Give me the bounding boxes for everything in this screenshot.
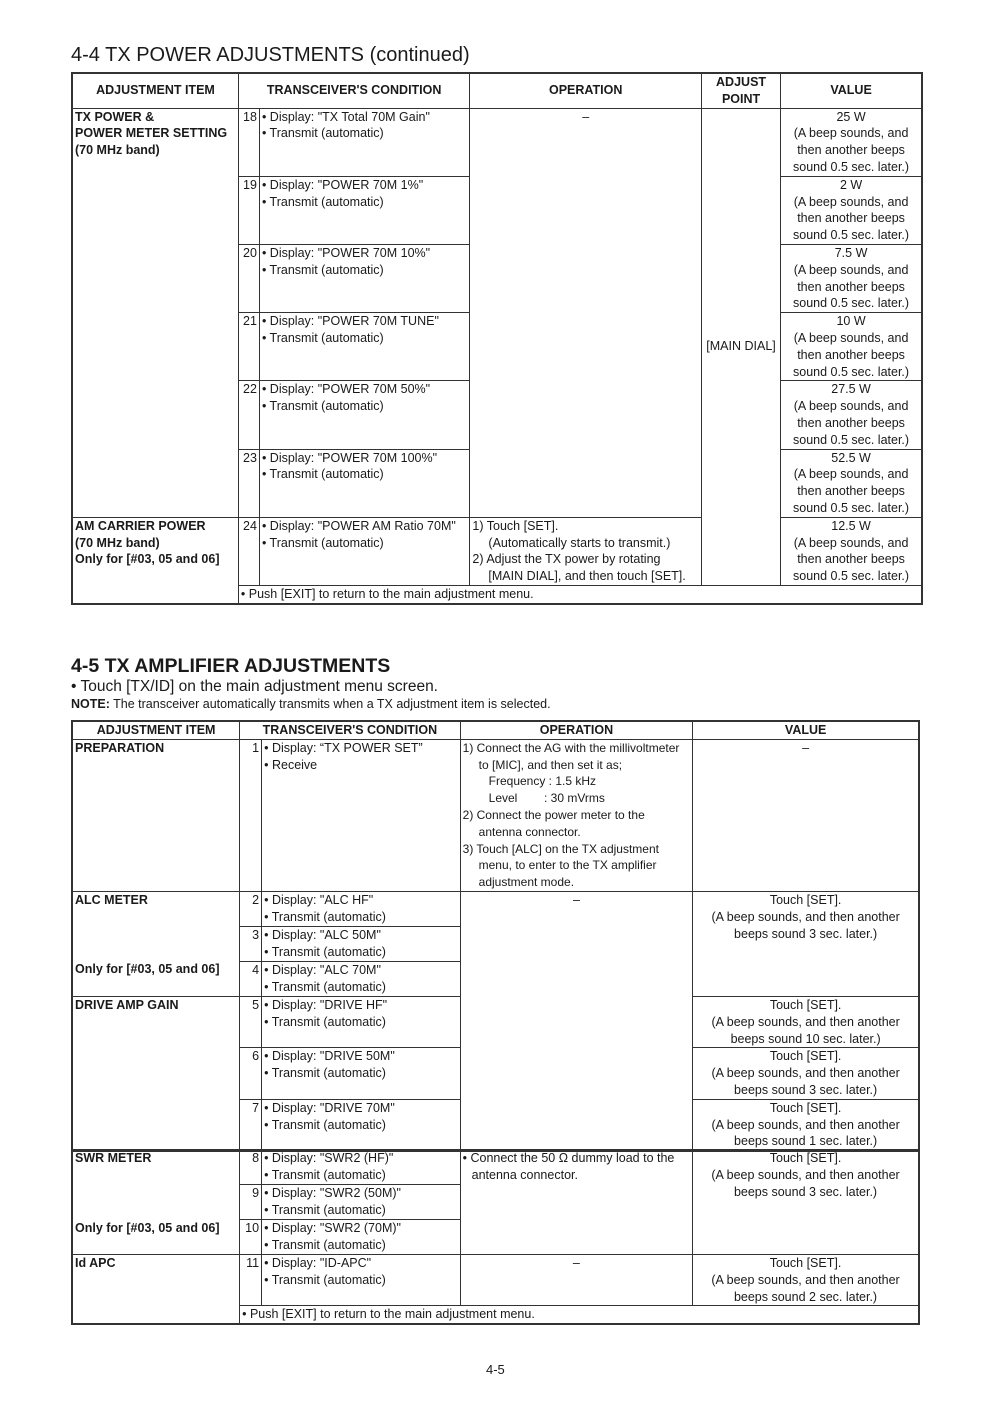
- value-line: Touch [SET].: [769, 1100, 842, 1115]
- value-line: (A beep sounds, and then another: [711, 1066, 900, 1081]
- condition-line: • Transmit (automatic): [264, 1066, 386, 1081]
- value-line: Touch [SET].: [769, 1256, 842, 1270]
- section-title-tx-power: 4-4 TX POWER ADJUSTMENTS (continued): [71, 44, 470, 66]
- condition-line: • Display: "POWER 70M TUNE": [261, 314, 439, 329]
- item-line: (70 MHz band): [75, 143, 160, 158]
- condition-line: • Transmit (automatic): [261, 535, 384, 550]
- value-cell: [781, 517, 922, 585]
- value-cell: [693, 1255, 919, 1306]
- operation-line: 1) Touch [SET].: [472, 518, 559, 533]
- item-line: POWER METER SETTING: [75, 126, 228, 141]
- transceiver-condition: [262, 1048, 461, 1099]
- step-number: 23: [238, 449, 259, 517]
- header-value: VALUE: [693, 721, 919, 739]
- value-line: (A beep sounds, and then another: [711, 909, 900, 924]
- operation-line: Frequency : 1.5 kHz: [488, 774, 597, 789]
- item-line: AM CARRIER POWER: [75, 518, 206, 533]
- value-line: then another beeps: [797, 211, 905, 226]
- value-line: (A beep sounds, and: [793, 194, 909, 209]
- value-line: (A beep sounds, and then another: [711, 1272, 900, 1287]
- header-adjustment-item: ADJUSTMENT ITEM: [72, 721, 240, 739]
- footer-note: • Push [EXIT] to return to the main adjustment menu.: [238, 585, 922, 603]
- tx-amplifier-table: [71, 720, 920, 1152]
- value-line: then another beeps: [797, 143, 905, 158]
- adjustment-item-drive-amp-gain: DRIVE AMP GAIN: [72, 996, 240, 1151]
- condition-line: • Transmit (automatic): [264, 1237, 386, 1252]
- condition-line: • Display: "ALC 70M": [264, 962, 381, 977]
- operation-line: antenna connector.: [478, 824, 581, 839]
- condition-line: • Display: "SWR2 (70M)": [264, 1221, 401, 1235]
- table-header-row: [72, 73, 922, 108]
- table-row: [72, 1255, 919, 1306]
- value-line: (A beep sounds, and then another: [711, 1167, 900, 1182]
- step-number: 2: [240, 891, 262, 926]
- condition-line: • Display: "SWR2 (50M)": [264, 1186, 401, 1200]
- step-number: 24: [238, 517, 259, 585]
- header-value: VALUE: [781, 73, 922, 108]
- table-row: [72, 108, 922, 176]
- condition-line: • Transmit (automatic): [264, 1202, 386, 1217]
- adjustment-item-am-carrier: [72, 517, 238, 603]
- operation-cell: –: [460, 891, 693, 1151]
- value-line: 52.5 W: [831, 450, 871, 465]
- adjust-point-cell: [MAIN DIAL]: [701, 108, 780, 585]
- condition-line: • Display: "POWER 70M 1%": [261, 177, 424, 192]
- transceiver-condition: [259, 244, 469, 312]
- adjustment-item-only-for: Only for [#03, 05 and 06]: [72, 961, 240, 996]
- adjustment-item-alc-meter: ALC METER: [72, 891, 240, 961]
- value-line: beeps sound 10 sec. later.): [730, 1031, 881, 1046]
- condition-line: • Receive: [264, 757, 318, 772]
- value-line: sound 0.5 sec. later.): [793, 159, 910, 174]
- condition-line: • Transmit (automatic): [264, 944, 386, 959]
- condition-line: • Transmit (automatic): [264, 1014, 386, 1029]
- operation-cell: [460, 739, 693, 891]
- header-adjust-point: ADJUST POINT: [701, 73, 780, 108]
- condition-line: • Display: "SWR2 (HF)": [264, 1151, 394, 1165]
- header-transceiver-condition: TRANSCEIVER'S CONDITION: [238, 73, 470, 108]
- condition-line: • Display: "DRIVE HF": [264, 997, 388, 1012]
- value-line: Touch [SET].: [769, 997, 842, 1012]
- condition-line: • Display: “TX POWER SET”: [264, 740, 423, 755]
- value-line: (A beep sounds, and: [793, 467, 909, 482]
- step-number: 4: [240, 961, 262, 996]
- value-line: 12.5 W: [831, 518, 871, 533]
- value-line: beeps sound 3 sec. later.): [733, 1184, 878, 1199]
- value-line: (A beep sounds, and then another: [711, 1014, 900, 1029]
- table-row: [72, 517, 922, 585]
- step-number: 22: [238, 381, 259, 449]
- value-cell: [781, 244, 922, 312]
- condition-line: • Transmit (automatic): [261, 467, 384, 482]
- transceiver-condition: [262, 996, 461, 1047]
- item-line: Only for [#03, 05 and 06]: [75, 552, 220, 567]
- transceiver-condition: [262, 1185, 461, 1220]
- tx-power-table: [71, 72, 923, 605]
- value-cell: [781, 449, 922, 517]
- value-line: 7.5 W: [834, 245, 868, 260]
- operation-line: Level : 30 mVrms: [488, 791, 605, 806]
- operation-line: to [MIC], and then set it as;: [478, 757, 623, 772]
- value-line: sound 0.5 sec. later.): [793, 432, 910, 447]
- condition-line: • Transmit (automatic): [264, 909, 386, 924]
- value-line: beeps sound 1 sec. later.): [734, 1134, 878, 1149]
- value-cell: [781, 108, 922, 176]
- transceiver-condition: [262, 961, 461, 996]
- operation-line: menu, to enter to the TX amplifier: [478, 858, 657, 873]
- step-number: 19: [238, 176, 259, 244]
- section-title-tx-amplifier: 4-5 TX AMPLIFIER ADJUSTMENTS: [71, 655, 391, 677]
- condition-line: • Display: "DRIVE 70M": [264, 1100, 395, 1115]
- condition-line: • Transmit (automatic): [264, 979, 386, 994]
- value-line: 27.5 W: [831, 382, 871, 397]
- adjustment-item-only-for: Only for [#03, 05 and 06]: [72, 1220, 240, 1255]
- transceiver-condition: [259, 108, 469, 176]
- value-line: (A beep sounds, and: [793, 399, 909, 414]
- operation-line: adjustment mode.: [478, 875, 575, 890]
- value-cell: [781, 381, 922, 449]
- value-line: Touch [SET].: [769, 1049, 842, 1064]
- step-number: 8: [240, 1150, 262, 1185]
- value-line: sound 0.5 sec. later.): [793, 364, 910, 379]
- item-line: (70 MHz band): [75, 535, 160, 550]
- value-line: beeps sound 2 sec. later.): [733, 1289, 878, 1304]
- transceiver-condition: [262, 926, 461, 961]
- value-line: then another beeps: [797, 552, 905, 567]
- value-line: beeps sound 3 sec. later.): [734, 1082, 878, 1097]
- step-number: 10: [240, 1220, 262, 1255]
- value-line: then another beeps: [797, 415, 905, 430]
- transceiver-condition: [262, 1099, 461, 1151]
- note: [71, 697, 551, 711]
- operation-line: 2) Adjust the TX power by rotating: [472, 552, 661, 567]
- step-number: 21: [238, 313, 259, 381]
- value-line: then another beeps: [797, 484, 905, 499]
- operation-cell: [460, 1150, 692, 1255]
- value-line: sound 0.5 sec. later.): [793, 296, 910, 311]
- intro-instruction: • Touch [TX/ID] on the main adjustment menu screen.: [71, 678, 438, 695]
- operation-cell: –: [460, 1255, 692, 1306]
- header-adjustment-item: ADJUSTMENT ITEM: [72, 73, 238, 108]
- condition-line: • Display: "POWER 70M 50%": [261, 382, 431, 397]
- value-line: (A beep sounds, and then another: [711, 1117, 900, 1132]
- operation-line: [MAIN DIAL], and then touch [SET].: [488, 569, 686, 584]
- operation-cell: –: [470, 108, 702, 517]
- value-line: 10 W: [836, 314, 866, 329]
- value-line: (A beep sounds, and: [793, 126, 909, 141]
- condition-line: • Transmit (automatic): [261, 399, 384, 414]
- value-line: Touch [SET].: [769, 1151, 842, 1165]
- operation-cell: [470, 517, 702, 585]
- item-line: TX POWER &: [75, 109, 155, 124]
- condition-line: • Transmit (automatic): [261, 262, 384, 277]
- condition-line: • Display: "DRIVE 50M": [264, 1049, 395, 1064]
- operation-line: 3) Touch [ALC] on the TX adjustment: [462, 841, 659, 856]
- step-number: 7: [240, 1099, 262, 1151]
- condition-line: • Display: "POWER 70M 10%": [261, 245, 431, 260]
- condition-line: • Transmit (automatic): [261, 330, 384, 345]
- note-text: The transceiver automatically transmits when a TX adjustment item is selected.: [109, 697, 551, 711]
- value-cell: [693, 891, 919, 996]
- transceiver-condition: [259, 176, 469, 244]
- value-cell: [693, 996, 919, 1047]
- condition-line: • Transmit (automatic): [264, 1117, 386, 1132]
- adjustment-item-preparation: PREPARATION: [72, 739, 240, 891]
- value-cell: [781, 313, 922, 381]
- value-line: (A beep sounds, and: [793, 330, 909, 345]
- step-number: 20: [238, 244, 259, 312]
- adjustment-item-swr-meter: SWR METER: [72, 1150, 240, 1220]
- value-line: then another beeps: [797, 347, 905, 362]
- step-number: 1: [240, 739, 262, 891]
- value-line: (A beep sounds, and: [793, 535, 909, 550]
- condition-line: • Display: "ALC 50M": [264, 927, 381, 942]
- value-cell: [693, 1150, 919, 1255]
- transceiver-condition: [262, 891, 461, 926]
- footer-note: • Push [EXIT] to return to the main adjustment menu.: [240, 1306, 919, 1324]
- transceiver-condition: [262, 1220, 461, 1255]
- table-header-row: [72, 721, 919, 739]
- condition-line: • Display: "POWER 70M 100%": [261, 450, 438, 465]
- table-row: [72, 1150, 919, 1185]
- header-operation: OPERATION: [470, 73, 702, 108]
- value-line: beeps sound 3 sec. later.): [734, 926, 878, 941]
- condition-line: • Transmit (automatic): [264, 1167, 386, 1182]
- transceiver-condition: [262, 1150, 461, 1185]
- step-number: 6: [240, 1048, 262, 1099]
- transceiver-condition: [259, 313, 469, 381]
- value-cell: [693, 1099, 919, 1151]
- step-number: 5: [240, 996, 262, 1047]
- page-number: 4-5: [486, 1362, 505, 1377]
- condition-line: • Display: "ALC HF": [264, 892, 374, 907]
- value-line: 2 W: [839, 177, 863, 192]
- transceiver-condition: [262, 739, 461, 891]
- table-row: [72, 739, 919, 891]
- value-cell: [781, 176, 922, 244]
- transceiver-condition: [259, 517, 469, 585]
- value-line: sound 0.5 sec. later.): [793, 500, 910, 515]
- value-cell: –: [693, 739, 919, 891]
- operation-line: antenna connector.: [471, 1167, 578, 1182]
- header-operation: OPERATION: [460, 721, 693, 739]
- value-line: Touch [SET].: [769, 892, 842, 907]
- value-line: sound 0.5 sec. later.): [793, 228, 910, 243]
- condition-line: • Display: "POWER AM Ratio 70M": [261, 518, 456, 533]
- condition-line: • Transmit (automatic): [261, 126, 384, 141]
- operation-line: 2) Connect the power meter to the: [462, 807, 645, 822]
- step-number: 3: [240, 926, 262, 961]
- transceiver-condition: [259, 381, 469, 449]
- table-row: [72, 891, 919, 926]
- value-line: (A beep sounds, and: [793, 262, 909, 277]
- operation-line: 1) Connect the AG with the millivoltmeter: [462, 740, 680, 755]
- condition-line: • Transmit (automatic): [264, 1272, 386, 1287]
- condition-line: • Transmit (automatic): [261, 194, 384, 209]
- condition-line: • Display: "ID-APC": [264, 1256, 372, 1270]
- transceiver-condition: [262, 1255, 461, 1306]
- header-transceiver-condition: TRANSCEIVER'S CONDITION: [240, 721, 460, 739]
- tx-amplifier-table-continued: [71, 1149, 920, 1325]
- step-number: 11: [240, 1255, 262, 1306]
- value-line: sound 0.5 sec. later.): [793, 569, 910, 584]
- value-cell: [693, 1048, 919, 1099]
- value-line: 25 W: [836, 109, 866, 124]
- value-line: then another beeps: [797, 279, 905, 294]
- note-label: NOTE:: [71, 697, 110, 711]
- step-number: 18: [238, 108, 259, 176]
- adjustment-item-id-apc: Id APC: [72, 1255, 240, 1325]
- adjustment-item-tx-power: [72, 108, 238, 517]
- transceiver-condition: [259, 449, 469, 517]
- step-number: 9: [240, 1185, 262, 1220]
- condition-line: • Display: "TX Total 70M Gain": [261, 109, 430, 124]
- operation-line: • Connect the 50 Ω dummy load to the: [462, 1151, 675, 1165]
- operation-line: (Automatically starts to transmit.): [488, 535, 671, 550]
